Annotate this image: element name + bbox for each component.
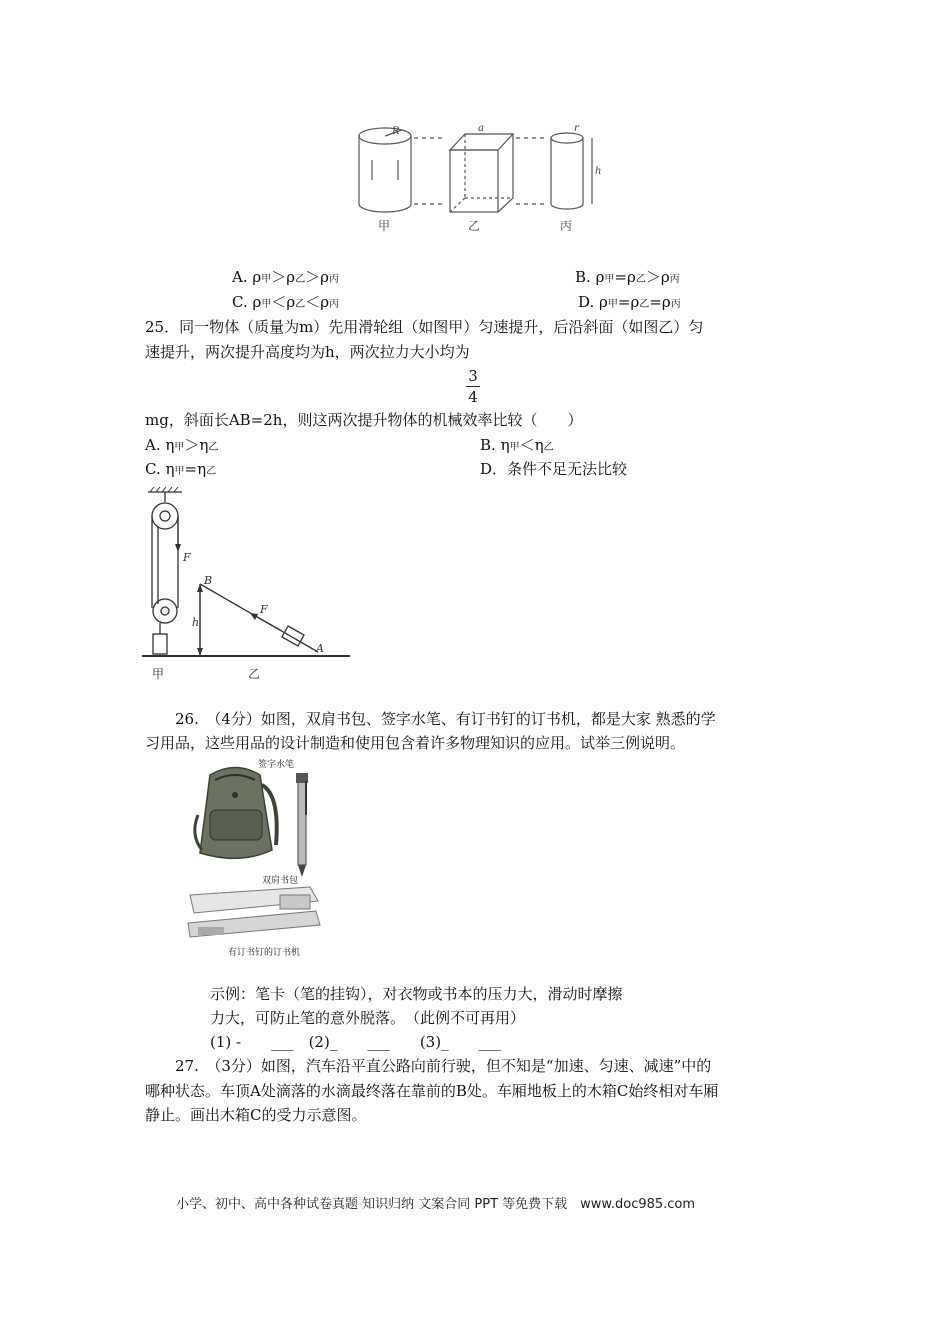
- label-R: R: [392, 126, 400, 137]
- label-h: h: [595, 166, 602, 177]
- q25-option-b: B. η甲＜η乙: [480, 436, 554, 454]
- q27-line3: 静止。画出木箱C的受力示意图。: [145, 1106, 367, 1124]
- photo-label-pen: 签字水笔: [258, 760, 295, 770]
- q25-line1: 25．同一物体（质量为m）先用滑轮组（如图甲）匀速提升，后沿斜面（如图乙）匀: [145, 318, 704, 336]
- page-footer: 小学、初中、高中各种试卷真题 知识归纳 文案合同 PPT 等免费下载 www.doc985.com: [176, 1197, 696, 1212]
- label-bing: 丙: [560, 219, 573, 233]
- label-a: a: [478, 123, 484, 134]
- label-B: B: [204, 574, 213, 587]
- stapler-illustration: [188, 887, 320, 937]
- pulley-incline-figure: [140, 486, 360, 686]
- q26-line2: 习用品，这些用品的设计制造和使用包含着许多物理知识的应用。试举三例说明。: [145, 734, 686, 752]
- label-yi: 乙: [468, 219, 481, 233]
- q25-fraction-numerator: 3: [468, 367, 478, 385]
- q25-option-d: D．条件不足无法比较: [480, 460, 628, 478]
- q26-line1: 26. （4分）如图，双肩书包、签字水笔、有订书钉的订书机，都是大家 熟悉的学: [175, 710, 716, 728]
- q26-answer-blanks: (1) - ___ (2)_ ___ (3)_ ___: [210, 1033, 502, 1051]
- q25-line3: mg，斜面长AB=2h，则这两次提升物体的机械效率比较（ ）: [145, 411, 583, 429]
- q25-line2: 速提升，两次提升高度均为h，两次拉力大小均为: [145, 343, 470, 361]
- q25-fraction-denominator: 4: [468, 388, 478, 406]
- q26-example-line2: 力大，可防止笔的意外脱落。 （此例不可再用）: [210, 1009, 526, 1027]
- q27-line1: 27. （3分）如图，汽车沿平直公路向前行驶，但不知是“加速、匀速、减速”中的: [175, 1057, 712, 1075]
- density-shapes-figure: [350, 120, 610, 240]
- pen-illustration: [296, 773, 308, 877]
- q24-option-d: D. ρ甲=ρ乙=ρ丙: [578, 293, 681, 311]
- q24-option-c: C. ρ甲＜ρ乙＜ρ丙: [232, 293, 340, 311]
- q27-line2: 哪种状态。车顶A处滴落的水滴最终落在靠前的B处。车厢地板上的木箱C始终相对车厢: [145, 1082, 719, 1100]
- backpack-illustration: [195, 768, 277, 859]
- label-F2: F: [260, 603, 268, 616]
- q25-option-c: C. η甲=η乙: [145, 460, 217, 478]
- photo-label-bag: 双肩书包: [262, 876, 299, 886]
- label-jia: 甲: [378, 219, 391, 233]
- label-r: r: [574, 123, 579, 134]
- stationery-photo: [180, 755, 330, 965]
- label-jia: 甲: [152, 667, 165, 681]
- q24-option-b: B. ρ甲=ρ乙＞ρ丙: [575, 268, 680, 286]
- label-F1: F: [183, 551, 191, 564]
- label-A: A: [316, 642, 324, 655]
- q26-example-line1: 示例：笔卡（笔的挂钩），对衣物或书本的压力大，滑动时摩擦: [210, 985, 623, 1003]
- label-h: h: [192, 616, 200, 629]
- q25-option-a: A. η甲＞η乙: [145, 436, 219, 454]
- q24-option-a: A. ρ甲＞ρ乙＞ρ丙: [232, 268, 339, 286]
- label-yi: 乙: [248, 667, 261, 681]
- photo-label-stapler: 有订书钉的订书机: [228, 948, 301, 958]
